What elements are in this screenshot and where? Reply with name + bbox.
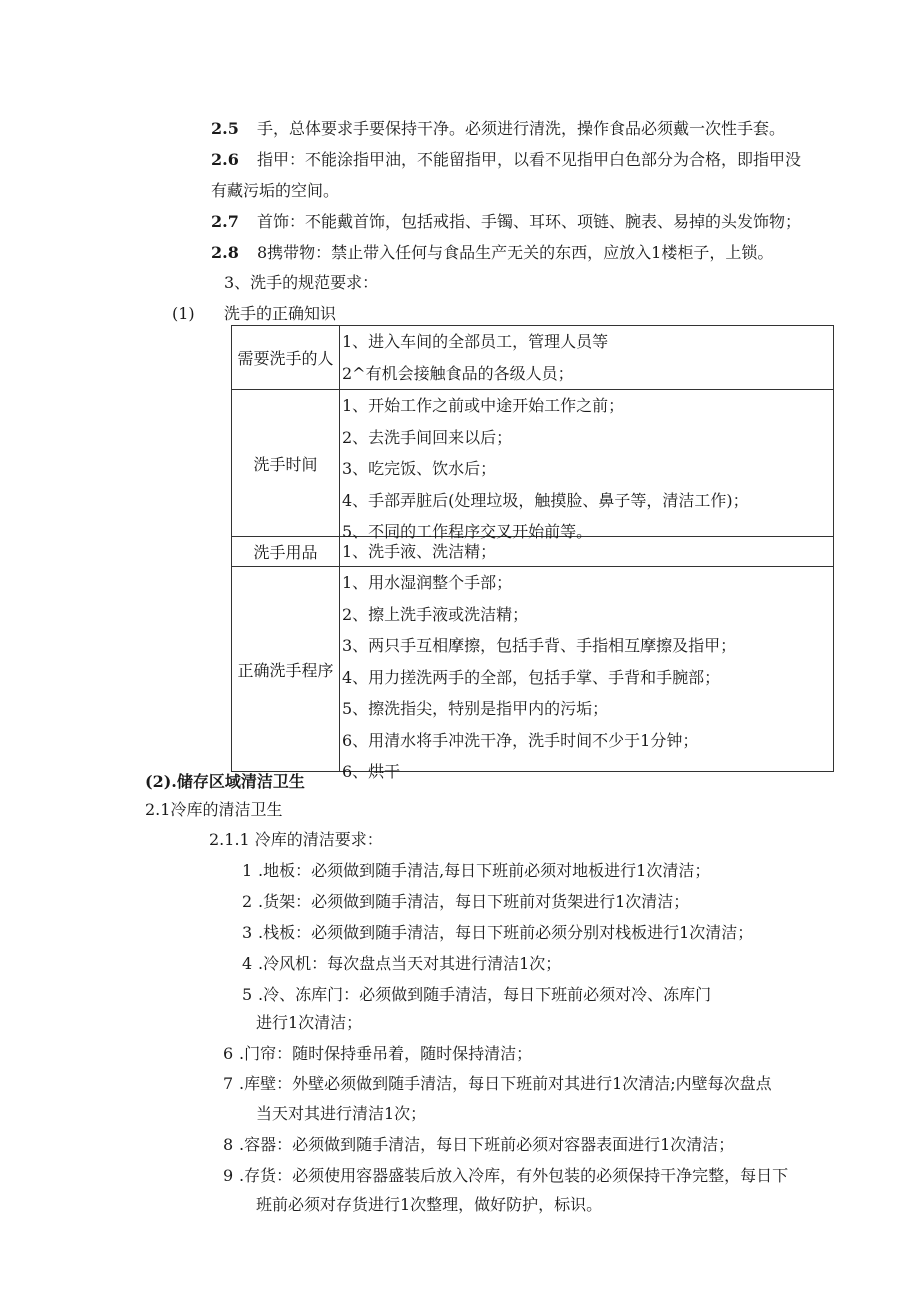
row-line: 4、用力搓洗两手的全部，包括手掌、手背和手腕部；	[342, 667, 721, 687]
list-item	[242, 984, 711, 1006]
item-number: 1	[242, 861, 253, 880]
row-line: 2、擦上洗手液或洗洁精；	[342, 604, 529, 624]
handwashing-table	[231, 325, 834, 781]
item-number: 2.6	[211, 150, 239, 169]
item-number: 2.8	[211, 243, 239, 262]
item-2-6	[211, 149, 801, 171]
row-label: 洗手时间	[232, 390, 340, 537]
list-item	[242, 953, 561, 975]
list-item	[242, 860, 710, 882]
item-text: 8携带物：禁止带入任何与食品生产无关的东西，应放入1楼柜子，上锁。	[257, 243, 774, 262]
item-text: .地板：必须做到随手清洁,每日下班前必须对地板进行1次清洁；	[258, 861, 711, 880]
item-text: .库壁：外壁必须做到随手清洁，每日下班前对其进行1次清洁;内壁每次盘点	[239, 1074, 772, 1093]
list-item	[242, 891, 689, 913]
row-line: 5、擦洗指尖，特别是指甲内的污垢；	[342, 699, 609, 718]
item-text: 手，总体要求手要保持干净。必须进行清洗，操作食品必须戴一次性手套。	[257, 119, 786, 138]
item-text: 指甲：不能涂指甲油，不能留指甲，以看不见指甲白色部分为合格，即指甲没	[257, 150, 802, 169]
item-number: 4	[242, 954, 253, 973]
row-line: 1、进入车间的全部员工，管理人员等	[342, 332, 609, 351]
item-number: 2.5	[211, 119, 239, 138]
row-line: 2^有机会接触食品的各级人员；	[342, 363, 574, 383]
row-label: 需要洗手的人	[232, 326, 340, 390]
row-line: 1、用水湿润整个手部；	[342, 573, 513, 592]
list-item	[223, 1073, 772, 1095]
subsection-number: (1)	[172, 304, 195, 323]
row-content	[340, 326, 834, 390]
row-content	[340, 390, 834, 541]
table-row	[232, 537, 834, 567]
row-line: 3、吃完饭、饮水后；	[342, 459, 497, 478]
item-number: 8	[223, 1135, 234, 1154]
item-number: 9	[223, 1166, 234, 1185]
row-line: 3、两只手互相摩擦，包括手背、手指相互摩擦及指甲；	[342, 636, 737, 655]
item-text: .冷、冻库门：必须做到随手清洁，每日下班前必须对冷、冻库门	[258, 985, 712, 1004]
row-line: 6、烘干	[342, 762, 401, 781]
item-text: .存货：必须使用容器盛装后放入冷库，有外包装的必须保持干净完整，每日下	[239, 1166, 789, 1185]
table-row	[232, 567, 834, 772]
item-text: 首饰：不能戴首饰，包括戒指、手镯、耳环、项链、腕表、易掉的头发饰物；	[257, 212, 802, 231]
list-item	[223, 1043, 532, 1065]
row-label: 洗手用品	[232, 537, 340, 567]
list-item-continuation: 当天对其进行清洁1次；	[256, 1104, 427, 1123]
section-2-heading: (2).储存区域清洁卫生	[145, 772, 305, 791]
row-line: 1、洗手液、洗洁精；	[342, 542, 497, 561]
list-item	[242, 922, 753, 944]
item-text: .栈板：必须做到随手清洁，每日下班前必须分别对栈板进行1次清洁；	[258, 923, 754, 942]
row-content	[340, 537, 834, 567]
row-line: 6、用清水将手冲洗干净，洗手时间不少于1分钟；	[342, 730, 699, 750]
item-text: .门帘：随时保持垂吊着，随时保持清洁；	[239, 1044, 533, 1063]
item-2-7	[211, 211, 801, 233]
item-number: 7	[223, 1074, 234, 1093]
row-line: 4、手部弄脏后(处理垃圾，触摸脸、鼻子等，清洁工作)；	[342, 490, 749, 510]
list-item-continuation: 班前必须对存货进行1次整理，做好防护，标识。	[256, 1195, 603, 1214]
row-line: 2、去洗手间回来以后；	[342, 427, 513, 447]
item-2-8	[211, 242, 773, 264]
list-item	[223, 1134, 734, 1156]
table-row	[232, 390, 834, 537]
item-2-6-continuation: 有藏污垢的空间。	[211, 181, 340, 200]
item-number: 5	[242, 985, 253, 1004]
item-number: 2.7	[211, 212, 239, 231]
row-label: 正确洗手程序	[232, 567, 340, 772]
section-3-heading: 3、洗手的规范要求：	[224, 273, 379, 292]
row-line: 5、不同的工作程序交叉开始前等。	[342, 522, 593, 541]
item-number: 6	[223, 1044, 234, 1063]
row-line: 1、开始工作之前或中途开始工作之前；	[342, 396, 625, 415]
list-item-continuation: 进行1次清洁；	[256, 1013, 363, 1032]
item-text: .货架：必须做到随手清洁，每日下班前对货架进行1次清洁；	[258, 892, 690, 911]
item-text: .冷风机：每次盘点当天对其进行清洁1次；	[258, 954, 562, 973]
item-text: .容器：必须做到随手清洁，每日下班前必须对容器表面进行1次清洁；	[239, 1135, 735, 1154]
list-item	[223, 1165, 788, 1187]
subsection-title: 洗手的正确知识	[224, 304, 337, 323]
item-number: 2	[242, 892, 253, 911]
section-2-1-heading: 2.1冷库的清洁卫生	[145, 800, 283, 819]
row-content	[340, 567, 834, 781]
item-2-5	[211, 118, 785, 140]
subsection-1-heading	[172, 303, 336, 325]
item-number: 3	[242, 923, 253, 942]
section-2-1-1-heading: 2.1.1 冷库的清洁要求：	[209, 830, 383, 849]
table-row	[232, 326, 834, 390]
